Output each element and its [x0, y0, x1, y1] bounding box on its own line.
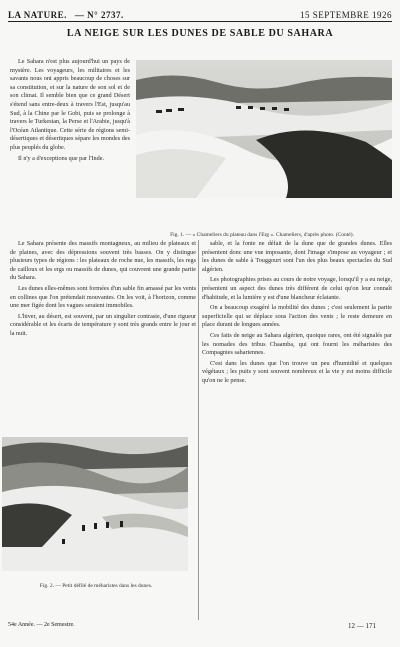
right-paragraph-4: Ces faits de neige au Sahara algérien, quoique rares, ont été signalés par les nomades des tribus Chaamba, qui ont fourni les méharistes des Compagnies sahariennes. — [202, 331, 392, 357]
issue-date: 15 SEPTEMBRE 1926 — [299, 10, 392, 20]
journal-name: LA NATURE. — [8, 10, 67, 20]
volume-label: 54e Année. — 2e Semestre. — [8, 622, 75, 628]
figure-2-caption: Fig. 2. — Petit défilé de méharistes dans les dunes. — [39, 583, 153, 589]
left-paragraph-3: L'hiver, au désert, est souvent, par un singulier contraste, d'une rigueur considérable et les écarts de température y sont très grands entre le jour et la nuit. — [10, 312, 196, 337]
figure-1-caption: Fig. 1. — « Chameliers du plateau dans l'Erg ». Chameliers, d'après photo. (Conté). — [170, 232, 354, 238]
photo-illustration-2 — [2, 437, 188, 571]
intro-paragraph-1: Le Sahara n'est plus aujourd'hui un pays de mystère. Les voyageurs, les militaires et les savants nous ont appris beaucoup de choses sur sa constitution, et sur la nature de son sol et de son climat. Il semble bien que ce grand Désert s'étend sans entre-deux à travers l'Est, jusqu'au Sud, à la Chine par le Gobi, puis se prolonge à travers le Turkestan, la Perse et l'Arabie, jusqu'à l'Océan Atlantique. Cette série de régions semi-désertiques et désertiques sépare les mondes des plus peuplés du globe. — [10, 58, 130, 151]
dunes-riders-photo — [2, 437, 188, 571]
right-paragraph-2: Les photographies prises au cours de notre voyage, lorsqu'il y a eu neige, présentent un aspect des dunes très différent de celui qu'on leur connaît d'habitude, et la lumière y est d'une blancheur éclatante. — [202, 276, 392, 301]
photo-illustration — [136, 60, 392, 198]
article-title: LA NEIGE SUR LES DUNES DE SABLE DU SAHARA — [66, 28, 334, 39]
right-column — [202, 240, 392, 640]
left-column — [10, 240, 196, 430]
snowy-dunes-caravan-photo — [136, 60, 392, 198]
left-paragraph-1: Le Sahara présente des massifs montagneux, au milieu de plateaux et de plaines, avec des dépressions souvent très basses. On y distingue plusieurs types de régions : les plateaux de roche nue, les massifs, les regs de cailloux et les ergs ou massifs de dunes, qui couvrent une grande partie du Sahara. — [10, 240, 196, 282]
page-number: 12 — 171 — [348, 622, 376, 630]
right-paragraph-1: sable, et la fonte ne défait de la dune que de grandes dunes. Elles présentent donc une vue imposante, dont l'image s'impose au voyageur ; et les dunes de sable à Touggourt sont l'un des plus beaux spectacles du Sud algérien. — [202, 240, 392, 273]
issue-number: — N° 2737. — [74, 10, 124, 20]
intro-column — [10, 58, 130, 238]
page-header — [8, 6, 392, 20]
header-divider — [8, 21, 392, 22]
intro-paragraph-2: Il n'y a d'exceptions que par l'Inde. — [18, 154, 104, 162]
header-left — [8, 10, 124, 20]
column-divider — [198, 240, 199, 620]
right-paragraph-5: C'est dans les dunes que l'on trouve un peu d'humidité et quelques végétaux ; les puits y sont souvent nombreux et la vie y est moins difficile qu'on ne le pense. — [202, 359, 392, 384]
page-footer — [8, 622, 392, 634]
left-paragraph-2: Les dunes elles-mêmes sont formées d'un sable fin amassé par les vents en collines que l'on prétendait mouvantes. On les voit, à l'horizon, comme une mer figée dont les vagues seraient immobiles. — [10, 284, 196, 310]
right-paragraph-3: On a beaucoup exagéré la mobilité des dunes ; c'est seulement la partie superficielle qui se déplace sous l'action des vents ; le reste demeure en place durant de longues années. — [202, 304, 392, 329]
